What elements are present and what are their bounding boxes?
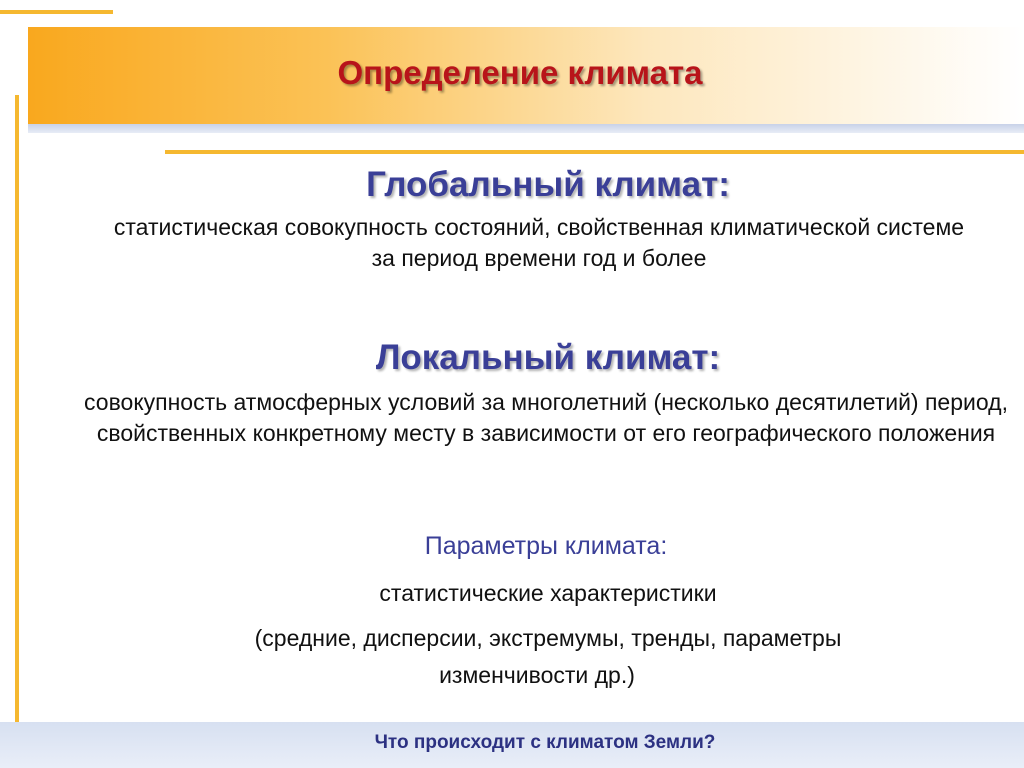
local-climate-definition: совокупность атмосферных условий за многолетний (несколько десятилетий) период, свойственных конкретному месту в зависимости от его географического положения <box>84 389 1008 446</box>
climate-parameters-line-3: изменчивости др.) <box>439 662 635 688</box>
global-climate-heading: Глобальный климат: <box>366 165 730 204</box>
slide-title: Определение климата <box>337 54 703 91</box>
climate-parameters-line-1: статистические характеристики <box>379 580 717 606</box>
global-climate-definition: статистическая совокупность состояний, свойственная климатической системе за период времени год и более <box>113 214 965 271</box>
footer-caption: Что происходит с климатом Земли? <box>374 732 716 753</box>
climate-parameters-line-2: (средние, дисперсии, экстремумы, тренды, параметры <box>254 625 842 651</box>
local-climate-heading: Локальный климат: <box>375 338 721 377</box>
accent-line-top <box>0 10 113 14</box>
title-banner-shadow <box>28 124 1024 133</box>
accent-line-divider <box>165 150 1024 154</box>
climate-parameters-heading: Параметры климата: <box>424 532 668 560</box>
